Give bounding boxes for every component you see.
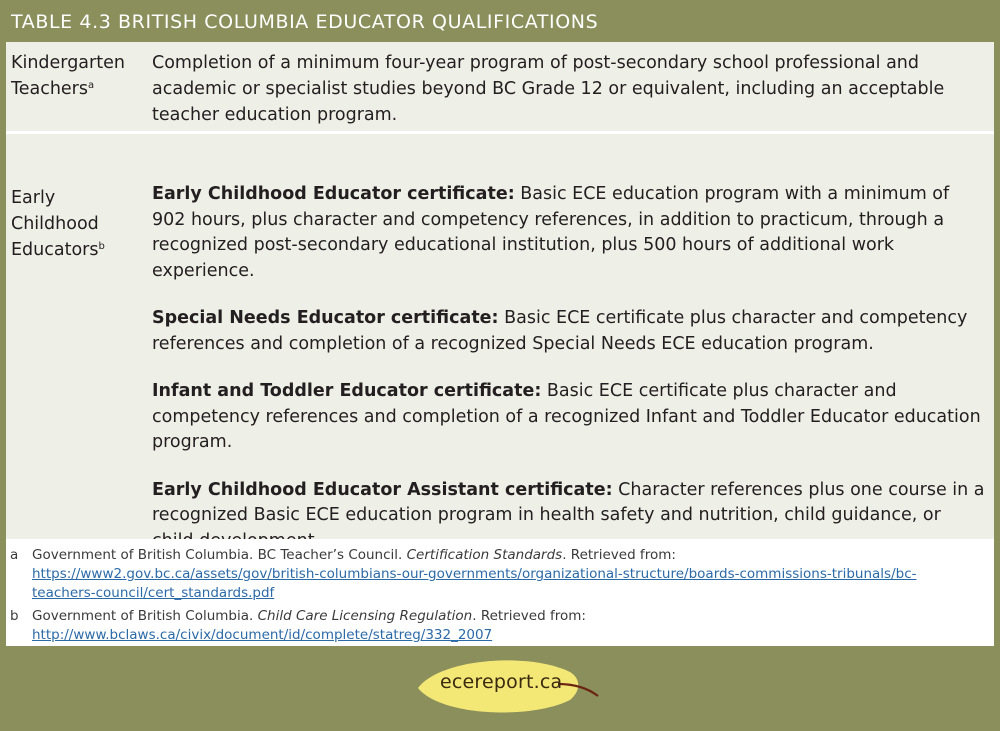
certificate-name: Early Childhood Educator certificate: [152, 184, 515, 204]
footnote-link-b[interactable]: http://www.bclaws.ca/civix/document/id/complete/statreg/332_2007 [32, 627, 493, 643]
footnote-prefix: Government of British Columbia. [32, 608, 258, 624]
certificate-special-needs [152, 306, 987, 357]
row-body-kindergarten: Completion of a minimum four-year program of post-secondary school professional and academic or specialist studies beyond BC Grade 12 or equivalent, including an acceptable teacher education program. [152, 53, 945, 125]
footnote-middle: . Retrieved from: [472, 608, 586, 624]
table-row-early-childhood [6, 134, 994, 539]
certificate-desc: Basic ECE certificate plus character and competency references and completion of a recognized Infant and Toddler Educator education program. [152, 381, 981, 452]
footnote-ref-a[interactable]: a [88, 80, 95, 91]
footnote-prefix: Government of British Columbia. BC Teacher’s Council. [32, 547, 407, 563]
label-text: Educators [11, 240, 99, 260]
table-row-kindergarten [6, 42, 994, 132]
footnote-marker: a [10, 547, 19, 563]
label-line: Childhood [11, 214, 99, 234]
qualifications-table [6, 42, 994, 539]
certificate-infant-toddler [152, 379, 987, 456]
certificate-desc: Basic ECE certificate plus character and competency references and completion of a recognized Special Needs ECE education program. [152, 308, 968, 354]
certificate-name: Special Needs Educator certificate: [152, 308, 499, 328]
row-label-early-childhood [11, 185, 141, 263]
row-label-kindergarten [11, 50, 141, 102]
label-text: Kindergarten Teachers [11, 53, 125, 99]
label-line: Early [11, 188, 56, 208]
footnote-title: Certification Standards [406, 547, 563, 563]
certificate-desc: Character references plus one course in a recognized Basic ECE education program in health safety and nutrition, child guidance, or [152, 479, 985, 525]
footnote-text [32, 546, 962, 603]
footnote-text [32, 607, 962, 645]
footnote-marker: b [10, 608, 19, 624]
footnote-ref-b[interactable]: b [98, 241, 105, 252]
logo-text[interactable]: ecereport.ca [440, 671, 563, 693]
footnote-link-a[interactable]: https://www2.gov.bc.ca/assets/gov/british-columbians-our-governments/organizational-structure/boards-commissions-tribunals/bc-teachers-council/cert_standards.pdf [32, 566, 917, 601]
footnote-title: Child Care Licensing Regulation [257, 608, 473, 624]
certificate-name: Infant and Toddler Educator certificate: [152, 381, 542, 401]
footnote-middle: . Retrieved from: [562, 547, 676, 563]
table-title: TABLE 4.3 BRITISH COLUMBIA EDUCATOR QUALIFICATIONS [0, 0, 1000, 42]
row-body-early-childhood [152, 182, 987, 576]
footnotes [6, 539, 994, 646]
certificate-name: Early Childhood Educator Assistant certificate: [152, 479, 613, 500]
certificate-desc: Basic ECE education program with a minimum of 902 hours, plus character and competency references, in addition to practicum, through a recognized post-secondary educational institution, plus 500 hours of additional work experience. [152, 184, 950, 281]
certificate-ece [152, 182, 987, 284]
label-line [11, 237, 141, 263]
